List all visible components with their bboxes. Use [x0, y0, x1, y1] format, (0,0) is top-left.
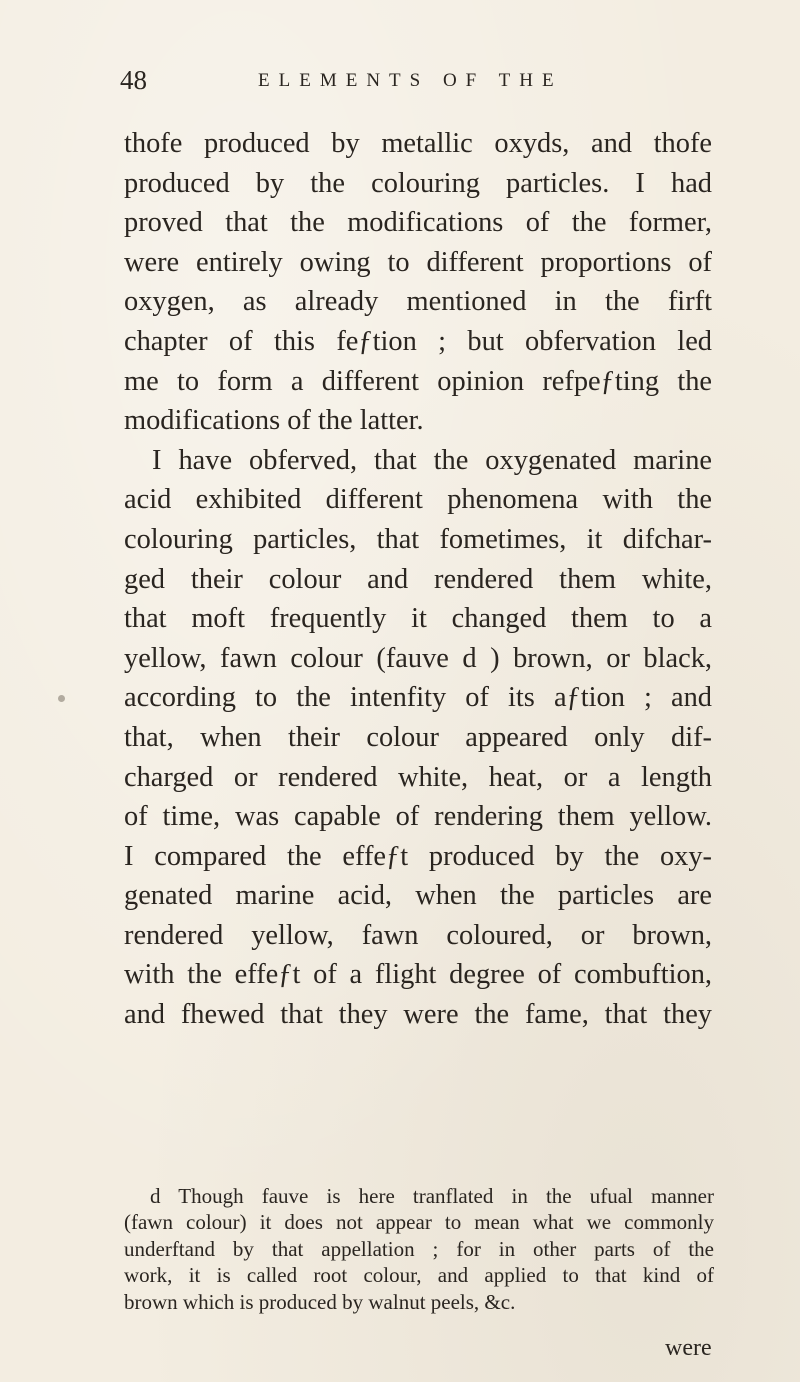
footnote-line: d Though fauve is here tranflated in the ufual manner: [150, 1184, 714, 1208]
footnote-line: underftand by that appellation ; for in other parts of the: [124, 1236, 714, 1261]
ink-speck: [58, 695, 65, 702]
running-head: ELEMENTS OF THE: [258, 70, 563, 91]
page-header: [120, 62, 720, 98]
text-line: acid exhibited different phenomena with the: [124, 484, 712, 516]
text-line: genated marine acid, when the particles are: [124, 880, 712, 912]
text-line: chapter of this feƒtion ; but obfervation led: [124, 325, 712, 357]
text-line: I have obferved, that the oxygenated marine: [152, 444, 712, 476]
page-number: 48: [120, 65, 147, 95]
text-line: modifications of the latter.: [124, 405, 424, 437]
text-line: colouring particles, that fometimes, it difchar-: [124, 523, 712, 555]
text-line: that, when their colour appeared only dif-: [124, 721, 712, 753]
text-line: I compared the effeƒt produced by the oxy-: [124, 840, 712, 872]
footnote: [124, 1183, 714, 1315]
footnote-line: work, it is called root colour, and applied to that kind of: [124, 1263, 714, 1288]
text-line: charged or rendered white, heat, or a length: [124, 761, 712, 793]
text-line: rendered yellow, fawn coloured, or brown,: [124, 919, 712, 951]
text-line: me to form a different opinion refpeƒting the: [124, 365, 712, 397]
text-line: were entirely owing to different proportions of: [124, 246, 712, 278]
text-line: yellow, fawn colour (fauve d ) brown, or black,: [124, 642, 712, 674]
text-line: that moft frequently it changed them to a: [124, 603, 712, 635]
text-line: thofe produced by metallic oxyds, and thofe: [124, 128, 712, 159]
text-line: produced by the colouring particles. I had: [124, 167, 712, 199]
footnote-line: (fawn colour) it does not appear to mean what we commonly: [124, 1210, 714, 1235]
text-line: ged their colour and rendered them white,: [124, 563, 712, 595]
text-line: with the effeƒt of a flight degree of combuftion,: [124, 959, 712, 991]
footnote-line: brown which is produced by walnut peels, &c.: [124, 1289, 516, 1314]
catchword: were: [665, 1335, 712, 1361]
text-line: of time, was capable of rendering them yellow.: [124, 801, 712, 833]
text-line: according to the intenfity of its aƒtion ; and: [124, 682, 712, 714]
text-line: and fhewed that they were the fame, that they: [124, 999, 712, 1031]
body-text: [124, 124, 712, 1035]
text-line: proved that the modifications of the former,: [124, 207, 712, 239]
text-line: oxygen, as already mentioned in the firft: [124, 286, 712, 318]
